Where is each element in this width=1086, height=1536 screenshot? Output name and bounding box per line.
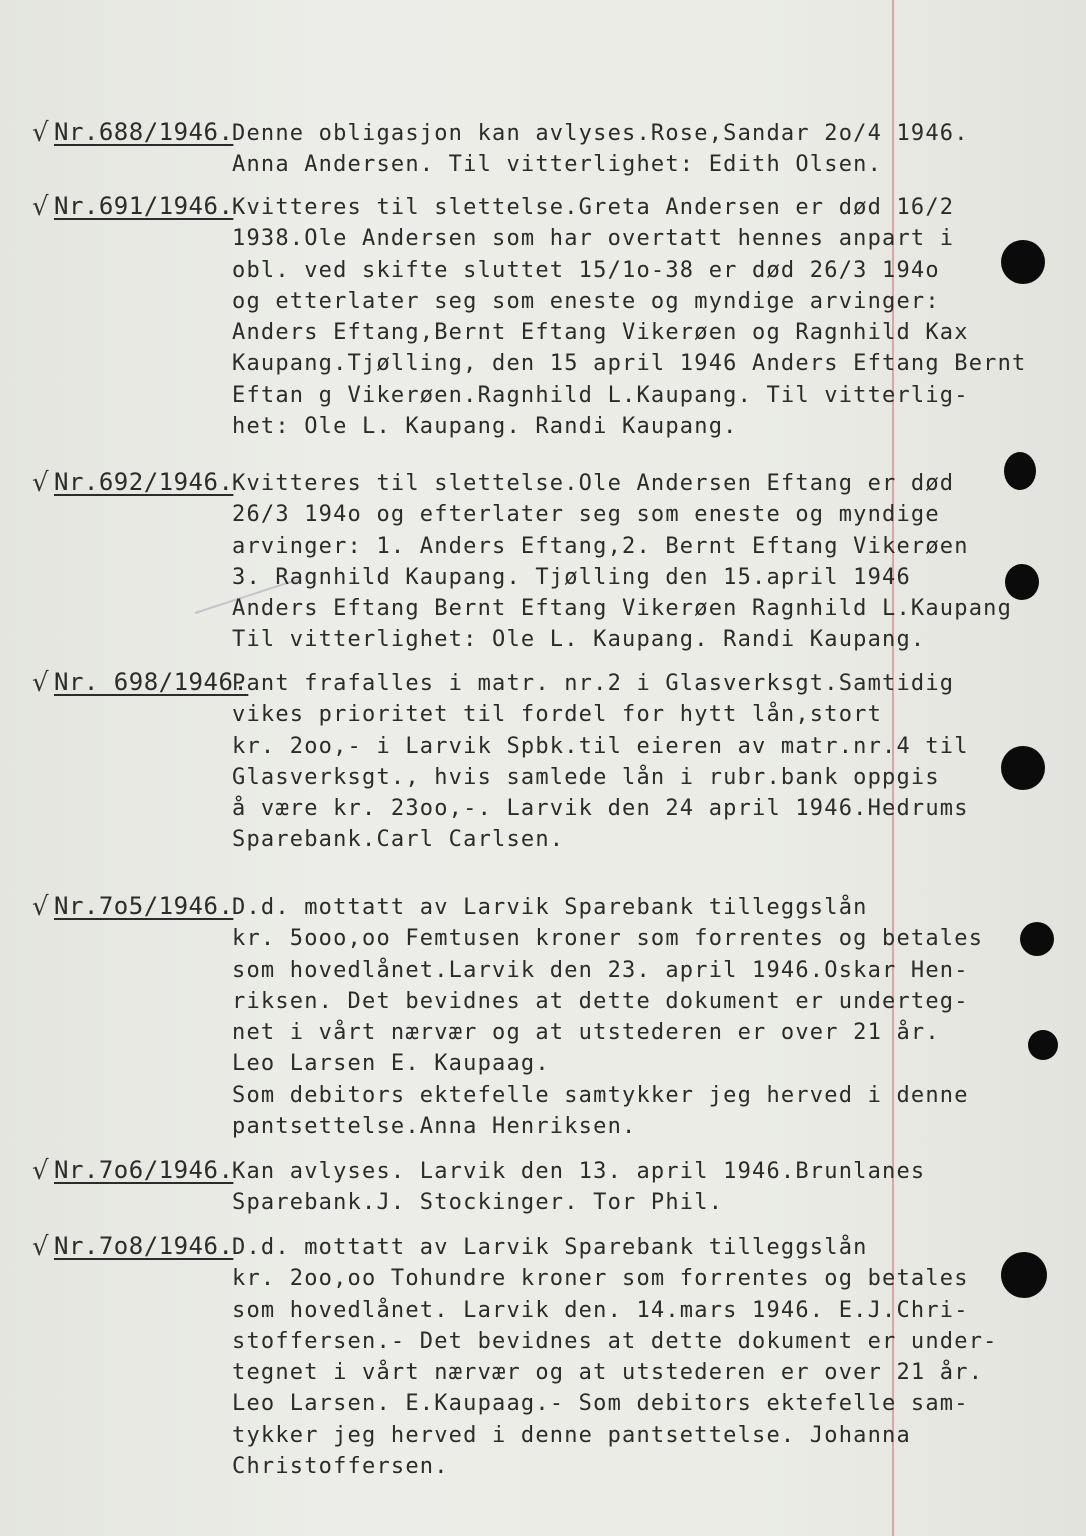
text-line: riksen. Det bevidnes at dette dokument er underteg- xyxy=(232,988,969,1014)
text-line: Leo Larsen. E.Kaupaag.- Som debitors ektefelle sam- xyxy=(232,1391,969,1417)
entry-number: Nr.688/1946. xyxy=(54,118,234,146)
text-line: Leo Larsen E. Kaupaag. xyxy=(232,1051,550,1077)
text-line: Anders Eftang,Bernt Eftang Vikerøen og Ragnhild Kax xyxy=(232,320,969,346)
entry-text xyxy=(232,892,983,1142)
entry-text xyxy=(232,668,969,856)
entry-text xyxy=(232,118,969,181)
check-mark: √ xyxy=(32,468,49,498)
text-line: stoffersen.- Det bevidnes at dette dokument er under- xyxy=(232,1328,998,1354)
text-line: het: Ole L. Kaupang. Randi Kaupang. xyxy=(232,414,738,440)
entry-number: Nr.7o5/1946. xyxy=(54,892,234,920)
text-line: som hovedlånet. Larvik den. 14.mars 1946. E.J.Chri- xyxy=(232,1297,969,1323)
check-mark: √ xyxy=(32,1156,49,1186)
entry-number: Nr.691/1946. xyxy=(54,192,234,220)
text-line: tegnet i vårt nærvær og at utstederen er over 21 år. xyxy=(232,1360,984,1386)
entry-number: Nr.7o8/1946. xyxy=(54,1232,234,1260)
text-line: obl. ved skifte sluttet 15/1o-38 er død 26/3 194o xyxy=(232,257,940,283)
text-line: Pant frafalles i matr. nr.2 i Glasverksgt.Samtidig xyxy=(232,671,955,696)
text-line: D.d. mottatt av Larvik Sparebank tilleggslån xyxy=(232,1235,868,1260)
text-line: Kvitteres til slettelse.Ole Andersen Eftang er død xyxy=(232,471,955,496)
entry-text xyxy=(232,192,1026,442)
text-line: 1938.Ole Andersen som har overtatt hennes anpart i xyxy=(232,226,955,252)
text-line: arvinger: 1. Anders Eftang,2. Bernt Eftang Vikerøen xyxy=(232,533,969,559)
punch-hole xyxy=(1001,1252,1047,1298)
text-line: kr. 5ooo,oo Femtusen kroner som forrentes og betales xyxy=(232,926,984,952)
text-line: Kaupang.Tjølling, den 15 april 1946 Anders Eftang Bernt xyxy=(232,351,1027,377)
text-line: Denne obligasjon kan avlyses.Rose,Sandar 2o/4 1946. xyxy=(232,121,969,146)
check-mark: √ xyxy=(32,892,49,922)
text-line: Kvitteres til slettelse.Greta Andersen er død 16/2 xyxy=(232,195,955,220)
text-line: Anna Andersen. Til vitterlighet: Edith Olsen. xyxy=(232,152,883,178)
check-mark: √ xyxy=(32,192,49,222)
text-line: pantsettelse.Anna Henriksen. xyxy=(232,1114,637,1140)
punch-hole xyxy=(1001,746,1045,790)
text-line: kr. 2oo,- i Larvik Spbk.til eieren av matr.nr.4 til xyxy=(232,733,969,759)
text-line: net i vårt nærvær og at utstederen er over 21 år. xyxy=(232,1020,940,1046)
text-line: kr. 2oo,oo Tohundre kroner som forrentes og betales xyxy=(232,1266,969,1292)
text-line: Anders Eftang Bernt Eftang Vikerøen Ragnhild L.Kaupang xyxy=(232,596,1013,622)
check-mark: √ xyxy=(32,668,49,698)
entry-number: Nr. 698/1946. xyxy=(54,668,249,696)
text-line: Til vitterlighet: Ole L. Kaupang. Randi Kaupang. xyxy=(232,627,926,653)
entry-number: Nr.7o6/1946. xyxy=(54,1156,234,1184)
check-mark: √ xyxy=(32,118,49,148)
text-line: 3. Ragnhild Kaupang. Tjølling den 15.april 1946 xyxy=(232,564,911,590)
text-line: Som debitors ektefelle samtykker jeg herved i denne xyxy=(232,1082,969,1108)
check-mark: √ xyxy=(32,1232,49,1262)
text-line: Christoffersen. xyxy=(232,1454,449,1480)
entry-number: Nr.692/1946. xyxy=(54,468,234,496)
text-line: 26/3 194o og efterlater seg som eneste og myndige xyxy=(232,502,940,528)
text-line: og etterlater seg som eneste og myndige arvinger: xyxy=(232,288,940,314)
text-line: tykker jeg herved i denne pantsettelse. Johanna xyxy=(232,1422,911,1448)
punch-hole xyxy=(1020,922,1054,956)
text-line: Sparebank.J. Stockinger. Tor Phil. xyxy=(232,1190,724,1216)
text-line: D.d. mottatt av Larvik Sparebank tilleggslån xyxy=(232,895,868,920)
entry-text xyxy=(232,1232,998,1482)
entry-text xyxy=(232,1156,925,1219)
text-line: å være kr. 23oo,-. Larvik den 24 april 1946.Hedrums xyxy=(232,796,969,822)
text-line: Kan avlyses. Larvik den 13. april 1946.Brunlanes xyxy=(232,1159,926,1184)
entry-text xyxy=(232,468,1012,656)
punch-hole xyxy=(1028,1030,1058,1060)
text-line: Sparebank.Carl Carlsen. xyxy=(232,827,565,853)
text-line: Eftan g Vikerøen.Ragnhild L.Kaupang. Til vitterlig- xyxy=(232,382,969,408)
text-line: Glasverksgt., hvis samlede lån i rubr.bank oppgis xyxy=(232,764,940,790)
text-line: som hovedlånet.Larvik den 23. april 1946.Oskar Hen- xyxy=(232,957,969,983)
text-line: vikes prioritet til fordel for hytt lån,stort xyxy=(232,702,883,728)
